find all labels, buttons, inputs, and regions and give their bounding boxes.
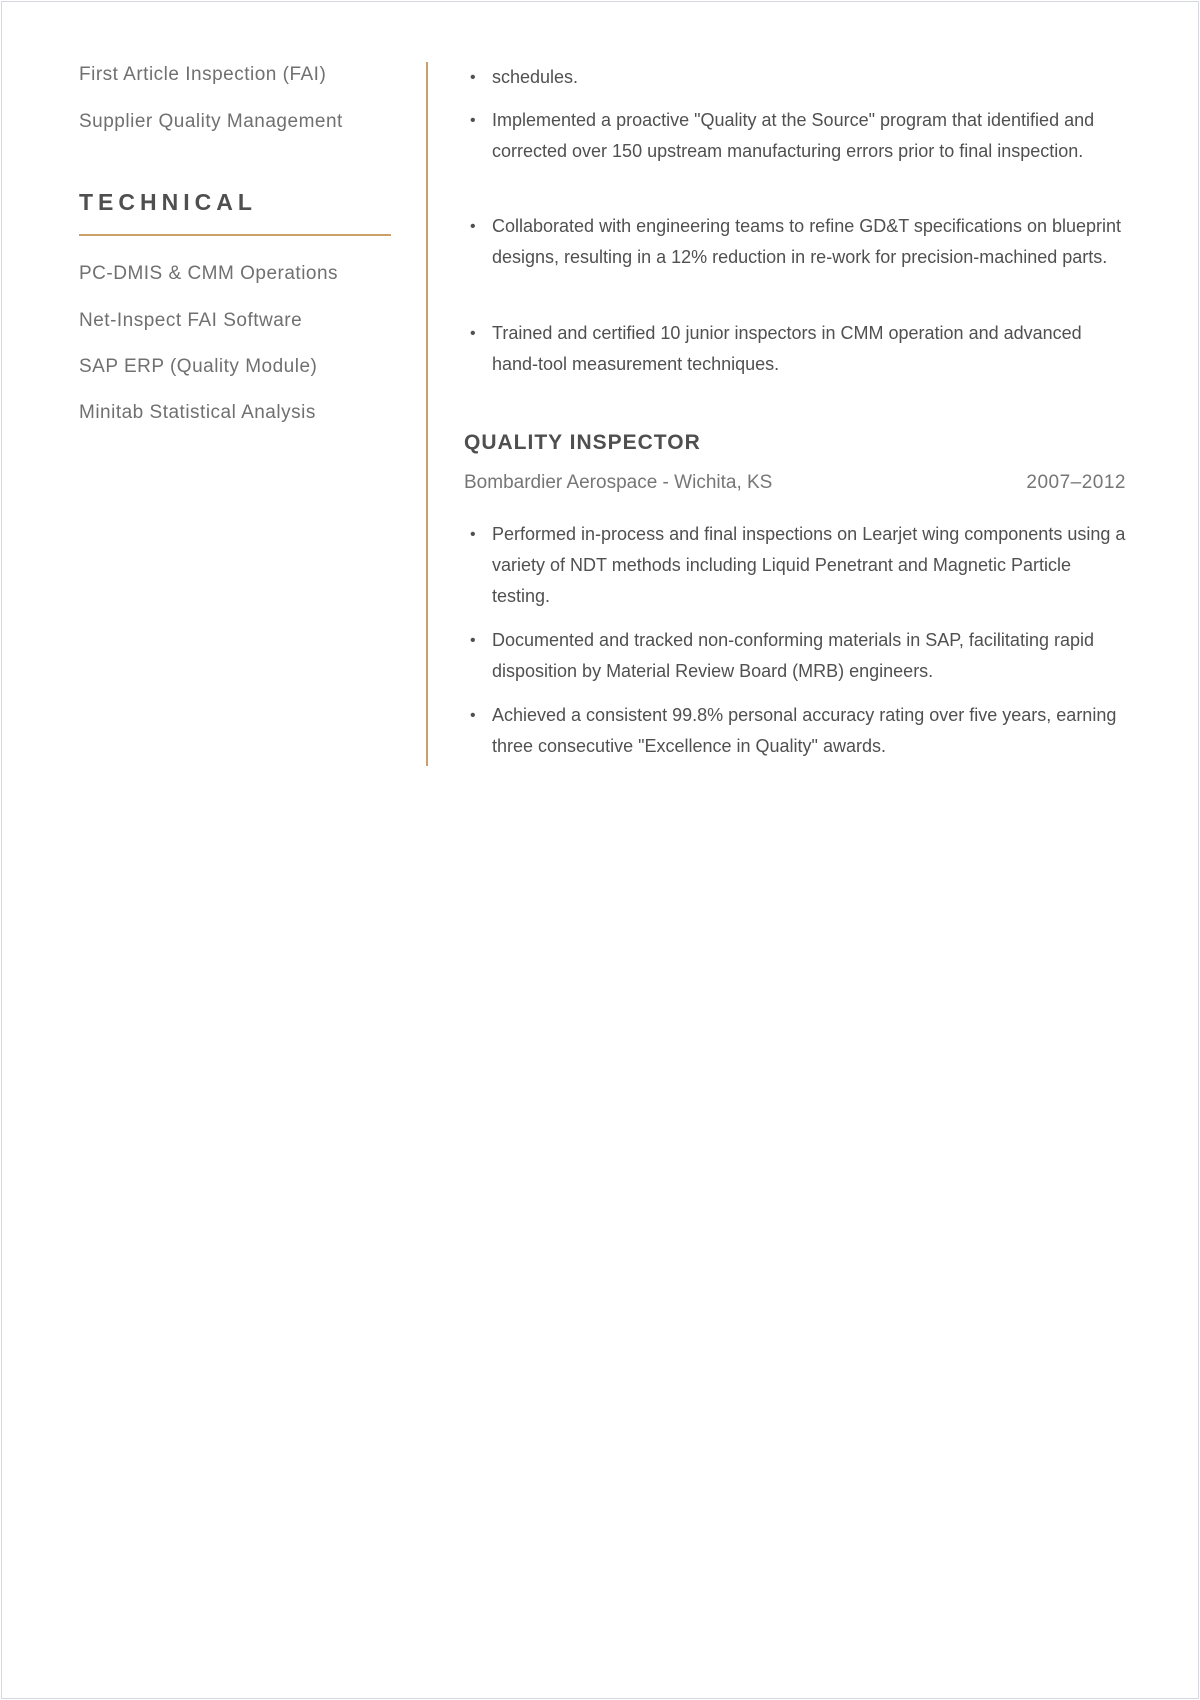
bullet-text: schedules. <box>492 67 579 87</box>
technical-heading: TECHNICAL <box>79 189 257 215</box>
bullet-icon: • <box>470 325 476 342</box>
experience-bullet <box>464 700 1126 762</box>
technical-skill-item: SAP ERP (Quality Module) <box>79 356 318 377</box>
technical-skill-item: Minitab Statistical Analysis <box>79 402 316 423</box>
experience-bullet <box>464 105 1126 167</box>
technical-skill-item: Net-Inspect FAI Software <box>79 310 303 331</box>
skill-item: First Article Inspection (FAI) <box>79 64 327 85</box>
employment-dates: 2007–2012 <box>1026 472 1126 493</box>
bullet-text: Trained and certified 10 junior inspectors in CMM operation and advanced hand-tool measurement techniques. <box>492 323 1082 374</box>
bullet-icon: • <box>470 632 476 649</box>
experience-bullet <box>464 318 1126 380</box>
bullet-text: Collaborated with engineering teams to refine GD&T specifications on blueprint designs, resulting in a 12% reduction in re-work for precision-machined parts. <box>492 216 1122 267</box>
column-divider <box>426 62 428 766</box>
experience-bullet <box>464 625 1126 687</box>
bullet-icon: • <box>470 526 476 543</box>
section-divider <box>79 234 391 236</box>
bullet-icon: • <box>470 69 476 86</box>
resume-page <box>1 1 1199 1699</box>
bullet-text: Implemented a proactive "Quality at the Source" program that identified and corrected over 150 upstream manufacturing errors prior to final inspection. <box>492 110 1095 161</box>
job-title: QUALITY INSPECTOR <box>464 431 701 454</box>
experience-bullet <box>464 211 1126 273</box>
technical-skill-item: PC-DMIS & CMM Operations <box>79 263 339 284</box>
bullet-icon: • <box>470 112 476 129</box>
skill-item: Supplier Quality Management <box>79 111 343 132</box>
experience-bullet <box>464 62 1126 93</box>
bullet-text: Achieved a consistent 99.8% personal accuracy rating over five years, earning three consecutive "Excellence in Quality" awards. <box>492 705 1117 756</box>
bullet-icon: • <box>470 218 476 235</box>
bullet-icon: • <box>470 707 476 724</box>
experience-bullet <box>464 519 1126 612</box>
bullet-text: Documented and tracked non-conforming materials in SAP, facilitating rapid disposition by Material Review Board (MRB) engineers. <box>492 630 1094 681</box>
company-location: Bombardier Aerospace - Wichita, KS <box>464 472 773 493</box>
bullet-text: Performed in-process and final inspections on Learjet wing components using a variety of NDT methods including Liquid Penetrant and Magnetic Particle testing. <box>492 524 1126 606</box>
